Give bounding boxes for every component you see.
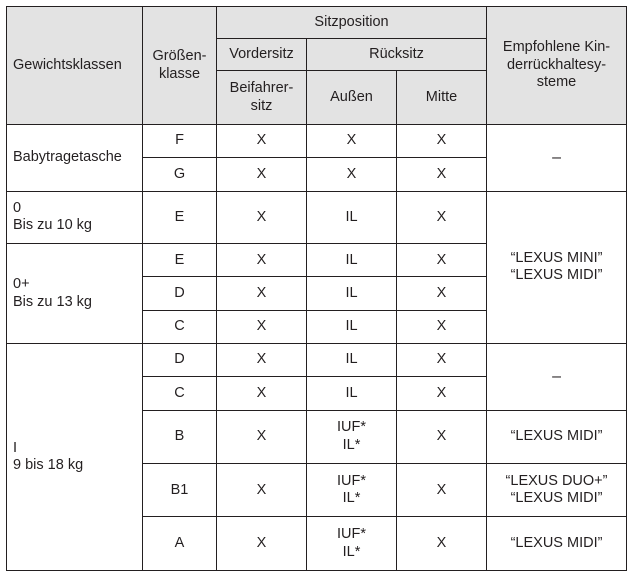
group-weight: Bis zu 10 kg [13, 217, 92, 234]
front-seat-cell: X [217, 464, 307, 517]
size-cell: E [143, 191, 217, 243]
outer-seat-cell: X [307, 125, 397, 158]
size-cell: G [143, 158, 217, 191]
group-label: 0 [13, 199, 22, 216]
size-cell: B1 [143, 464, 217, 517]
middle-seat-cell: X [397, 277, 487, 310]
front-seat-cell: X [217, 343, 307, 376]
outer-seat-cell: IUF* IL* [307, 464, 397, 517]
middle-seat-cell: X [397, 377, 487, 410]
middle-seat-cell: X [397, 244, 487, 277]
outer-seat-cell: X [307, 158, 397, 191]
header-middle: Mitte [397, 71, 487, 125]
recommendation-cell: “LEXUS MIDI” [487, 410, 627, 463]
header-seat-position: Sitzposition [217, 7, 487, 39]
front-seat-cell: X [217, 517, 307, 571]
outer-seat-cell: IL [307, 244, 397, 277]
outer-seat-cell: IUF* IL* [307, 517, 397, 571]
middle-seat-cell: X [397, 158, 487, 191]
header-size-class: Größen- klasse [143, 7, 217, 125]
size-cell: A [143, 517, 217, 571]
size-cell: E [143, 244, 217, 277]
group-baby-carrier: Babytragetasche [7, 125, 143, 192]
outer-seat-cell: IL [307, 310, 397, 343]
size-cell: C [143, 310, 217, 343]
outer-seat-cell: IL [307, 377, 397, 410]
header-front-seat: Vordersitz [217, 39, 307, 71]
group-0-plus [7, 244, 143, 344]
size-cell: D [143, 343, 217, 376]
group-label: 0+ [13, 276, 30, 293]
group-1 [7, 343, 143, 570]
size-cell: B [143, 410, 217, 463]
middle-seat-cell: X [397, 343, 487, 376]
header-weight-class: Gewichtsklassen [7, 7, 143, 125]
front-seat-cell: X [217, 244, 307, 277]
header-recommended-systems: Empfohlene Kin- derrückhaltesy- steme [487, 7, 627, 125]
table-row [7, 343, 627, 376]
outer-seat-cell: IUF* IL* [307, 410, 397, 463]
front-seat-cell: X [217, 277, 307, 310]
outer-seat-cell: IL [307, 191, 397, 243]
group-0 [7, 191, 143, 243]
outer-seat-cell: IL [307, 343, 397, 376]
size-cell: F [143, 125, 217, 158]
recommendation-cell: “LEXUS MIDI” [487, 517, 627, 571]
middle-seat-cell: X [397, 410, 487, 463]
middle-seat-cell: X [397, 517, 487, 571]
table-row [7, 125, 627, 158]
group-weight: 9 bis 18 kg [13, 456, 84, 473]
middle-seat-cell: X [397, 310, 487, 343]
size-cell: D [143, 277, 217, 310]
front-seat-cell: X [217, 410, 307, 463]
front-seat-cell: X [217, 158, 307, 191]
middle-seat-cell: X [397, 191, 487, 243]
outer-seat-cell: IL [307, 277, 397, 310]
recommendation-cell: – [487, 125, 627, 192]
front-seat-cell: X [217, 191, 307, 243]
header-passenger-seat: Beifahrer- sitz [217, 71, 307, 125]
recommendation-cell: “LEXUS DUO+” “LEXUS MIDI” [487, 464, 627, 517]
table-row [7, 191, 627, 243]
header-outer: Außen [307, 71, 397, 125]
recommendation-cell: – [487, 343, 627, 410]
front-seat-cell: X [217, 125, 307, 158]
front-seat-cell: X [217, 377, 307, 410]
header-rear-seat: Rücksitz [307, 39, 487, 71]
group-weight: Bis zu 13 kg [13, 293, 92, 310]
middle-seat-cell: X [397, 125, 487, 158]
child-seat-compatibility-table [6, 6, 627, 571]
middle-seat-cell: X [397, 464, 487, 517]
recommendation-cell: “LEXUS MINI” “LEXUS MIDI” [487, 191, 627, 343]
front-seat-cell: X [217, 310, 307, 343]
size-cell: C [143, 377, 217, 410]
group-label: I [13, 439, 18, 456]
